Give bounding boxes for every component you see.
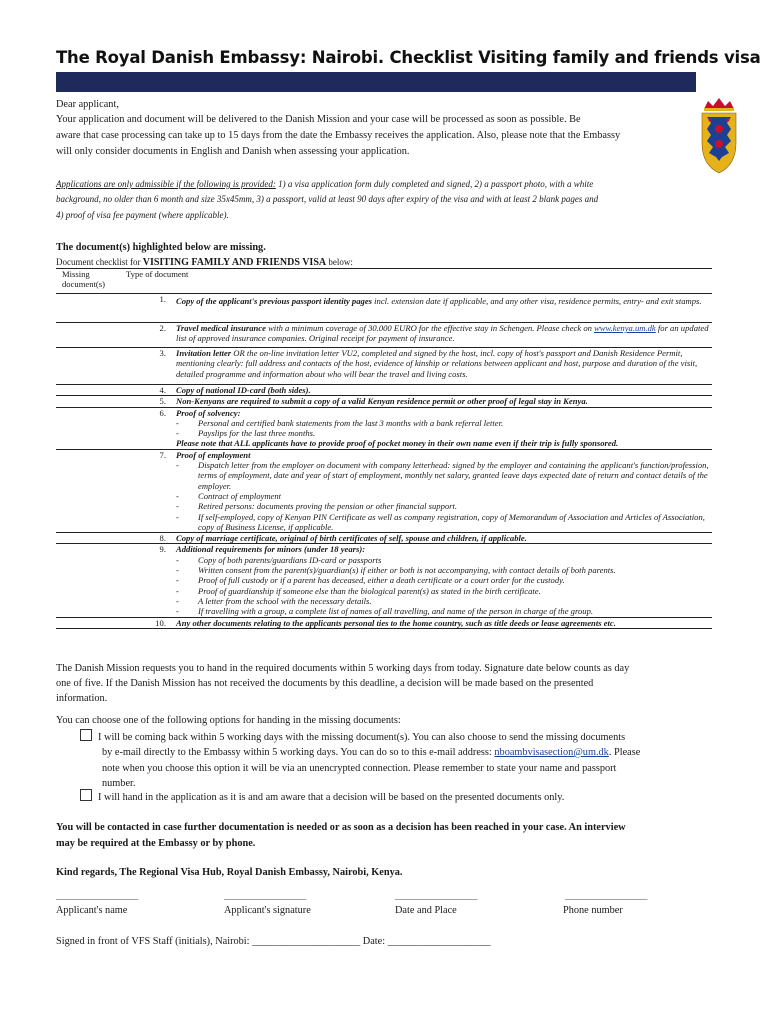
row-text [175,407,712,449]
applicant-name-label: Applicant's name [56,905,128,916]
applicant-signature-label: Applicant's signature [224,905,311,916]
intro-line: aware that case processing can take up to 15 days from the date the Embassy receives the application. Also, please note that the Embassy [56,130,621,141]
row-bullet: - Proof of guardianship if someone else than the biological parent(s) as stated in the birth certificate. [176,585,541,596]
option-1-text: . Please [608,747,641,758]
signature-line: ________________ [395,890,478,901]
options-intro: You can choose one of the following options for handing in the missing documents: [56,715,401,726]
row-bullet-text: Proof of guardianship if someone else than the biological parent(s) as stated in the birth certificate. [198,585,541,596]
row-number: 9. [56,544,175,617]
row-detail: OR the on-line invitation letter VU2, completed and signed by the host, incl. copy of host's passport and Danish Residence Permit, mentioning clearly: full address and contacts of the host, evidence of kinship or relations between applicant and host, purpose and duration of the visit, detailed programme and information about who will bear the travel and living costs. [176,348,698,379]
row-number: 10. [56,617,175,628]
table-row [56,544,712,617]
row-text [175,294,712,323]
row-title: Invitation letter [176,348,232,358]
document-checklist-table [56,268,712,629]
hand-in-line: information. [56,693,108,704]
solvency-note: Please note that ALL applicants have to provide proof of pocket money in their own name even if their trip is fully sponsored. [176,438,619,449]
vfs-signature-line: Signed in front of VFS Staff (initials), Nairobi: _____________________ Date: ____________________ [56,936,491,947]
option-2-checkbox[interactable] [80,789,92,801]
row-number: 2. [56,323,175,348]
row-number: 4. [56,385,175,396]
row-title: Additional requirements for minors (under 18 years): [176,544,366,555]
row-detail: incl. extension date if applicable, and any other visa, residence permits, entry- and exit stamps. [372,296,702,306]
contact-line: may be required at the Embassy or by phone. [56,838,256,849]
signature-line: ________________ [565,890,648,901]
checklist-visa-type: VISITING FAMILY AND FRIENDS VISA [142,257,327,268]
row-title: Non-Kenyans are required to submit a copy of a valid Kenyan residence permit or other proof of legal stay in Kenya. [175,396,712,407]
header-band [56,72,696,92]
embassy-email-link[interactable]: nboambvisasection@um.dk [494,747,609,758]
greeting: Dear applicant, [56,99,119,110]
table-row [56,396,712,407]
row-title: Copy of the applicant's previous passport identity pages [176,296,372,306]
row-number: 1. [56,294,175,323]
checklist-suffix: below: [328,257,353,267]
table-row [56,449,712,532]
row-bullet: - If self-employed, copy of Kenyan PIN Certificate as well as company registration, copy of Memorandum of Association and Articles of Association, copy of Business License, if applicable. [176,512,712,533]
table-row [56,407,712,449]
row-number: 6. [56,407,175,449]
row-bullet: - Payslips for the last three months. [176,428,316,439]
danish-coat-of-arms-icon [698,95,740,175]
row-title: Proof of employment [176,449,251,460]
table-row [56,617,712,628]
option-1-line: note when you choose this option it will be via an unencrypted connection. Please remember to state your name and passport [102,763,617,774]
option-1-line [80,729,625,745]
page-title: The Royal Danish Embassy: Nairobi. Checklist Visiting family and friends visa [56,48,761,67]
row-bullet-text: If travelling with a group, a complete list of names of all travelling, and name of the person in charge of the group. [198,606,594,617]
table-row [56,294,712,323]
row-text [175,348,712,385]
row-detail: for an updated list of approved insurance companies. Original receipt for payment of insurance. [176,323,709,344]
table-row [56,323,712,348]
row-number: 5. [56,396,175,407]
row-title: Any other documents relating to the applicants personal ties to the home country, such as title deeds or lease agreements etc. [175,617,712,628]
row-bullet: - A letter from the school with the necessary details. [176,595,372,606]
row-text [175,544,712,617]
signature-line: ________________ [224,890,307,901]
row-bullet: - Written consent from the parent(s)/guardian(s) if either or both is not accompanying, with contact details of both parents. [176,565,616,576]
intro-line: will only consider documents in English and Danish when assessing your application. [56,146,410,157]
row-detail: with a minimum coverage of 30.000 EURO for the effective stay in Schengen. Please check on [265,323,592,333]
admissible-line-2: background, no older than 6 month and size 35x45mm, 3) a passport, valid at least 90 days after expiry of the visa and with at least 2 blank pages and [56,194,599,204]
signature-line: ________________ [56,890,139,901]
row-bullet-text: Copy of both parents/guardians ID-card or passports [198,554,382,565]
col-type-label: Type of document [126,269,189,279]
row-bullet-text: Payslips for the last three months. [198,428,316,439]
row-bullet-text: If self-employed, copy of Kenyan PIN Certificate as well as company registration, copy of Memorandum of Association and Articles of Association, copy of Business License, if applicable. [198,511,705,532]
table-row [56,533,712,544]
hand-in-line: The Danish Mission requests you to hand in the required documents within 5 working days from today. Signature date below counts as day [56,663,630,674]
row-bullet: - Dispatch letter from the employer on document with company letterhead: signed by the employer and containing the applicant's function/profession, terms of employment, date and year of start of employment, monthly net salary, granted leave days expected date of return and contact details of the employer. [176,460,712,491]
intro-line: Your application and document will be delivered to the Danish Mission and your case will be processed as soon as possible. Be [56,114,581,125]
row-bullet-text: Retired persons: documents proving the pension or other financial support. [198,501,458,512]
row-title: Travel medical insurance [176,323,266,333]
admissible-label: Applications are only admissible if the following is provided: [56,179,276,189]
insurance-link[interactable]: www.kenya.um.dk [594,323,656,333]
row-title: Copy of national ID-card (both sides). [175,385,712,396]
option-2-line [80,789,564,805]
table-row [56,348,712,385]
row-title: Proof of solvency: [176,407,241,418]
option-1-line [102,745,640,760]
row-bullet-text: A letter from the school with the necessary details. [198,595,372,606]
row-number: 8. [56,533,175,544]
row-bullet-text: Proof of full custody or if a parent has deceased, either a death certificate or a court order for the custody. [198,575,565,586]
table-header-row [56,269,712,294]
row-bullet: - Proof of full custody or if a parent has deceased, either a death certificate or a court order for the custody. [176,575,565,586]
row-text [175,449,712,532]
checklist-prefix: Document checklist for [56,257,141,267]
table-row [56,385,712,396]
row-bullet: - Copy of both parents/guardians ID-card or passports [176,554,382,565]
row-bullet: - Personal and certified bank statements from the last 3 months with a bank referral letter. [176,417,504,428]
date-place-label: Date and Place [395,905,457,916]
option-1-line: number. [102,778,136,789]
phone-number-label: Phone number [563,905,623,916]
row-bullet: - Retired persons: documents proving the pension or other financial support. [176,501,458,512]
row-bullet-text: Written consent from the parent(s)/guardian(s) if either or both is not accompanying, with contact details of both parents. [198,565,616,576]
row-bullet-text: Personal and certified bank statements from the last 3 months with a bank referral letter. [198,417,504,428]
regards: Kind regards, The Regional Visa Hub, Royal Danish Embassy, Nairobi, Kenya. [56,867,403,878]
missing-heading: The document(s) highlighted below are missing. [56,242,266,253]
row-bullet-text: Dispatch letter from the employer on document with company letterhead: signed by the employer and containing the applicant's function/profession, terms of employment, date and year of start of employment, monthly net salary, granted leave days expected date of return and contact details of the employer. [198,460,709,491]
row-text [175,323,712,348]
admissible-text: 1) a visa application form duly completed and signed, 2) a passport photo, with a white [278,179,594,189]
row-number: 7. [56,449,175,532]
row-bullet-text: Contract of employment [198,490,282,501]
contact-line: You will be contacted in case further documentation is needed or as soon as a decision has been reached in your case. An interview [56,822,626,833]
option-1-text: by e-mail directly to the Embassy within 5 working days. You can do so to this e-mail address: [102,747,492,758]
option-2-text: I will hand in the application as it is and am aware that a decision will be based on the presented documents only. [98,792,565,803]
row-title: Copy of marriage certificate, original of birth certificates of self, spouse and children, if applicable. [175,533,712,544]
row-bullet: - Contract of employment [176,490,282,501]
row-bullet: - If travelling with a group, a complete list of names of all travelling, and name of the person in charge of the group. [176,606,594,617]
option-1-text: I will be coming back within 5 working days with the missing document(s). You can also choose to send the missing documents [98,732,626,743]
row-number: 3. [56,348,175,385]
admissible-line-3: 4) proof of visa fee payment (where applicable). [56,210,229,220]
col-missing-label: Missing document(s) [62,269,105,290]
hand-in-line: one of five. If the Danish Mission has not received the documents by this deadline, a decision will be made based on the presented [56,678,594,689]
option-1-checkbox[interactable] [80,729,92,741]
col-type-header [126,269,712,294]
admissible-line-1 [56,177,593,192]
